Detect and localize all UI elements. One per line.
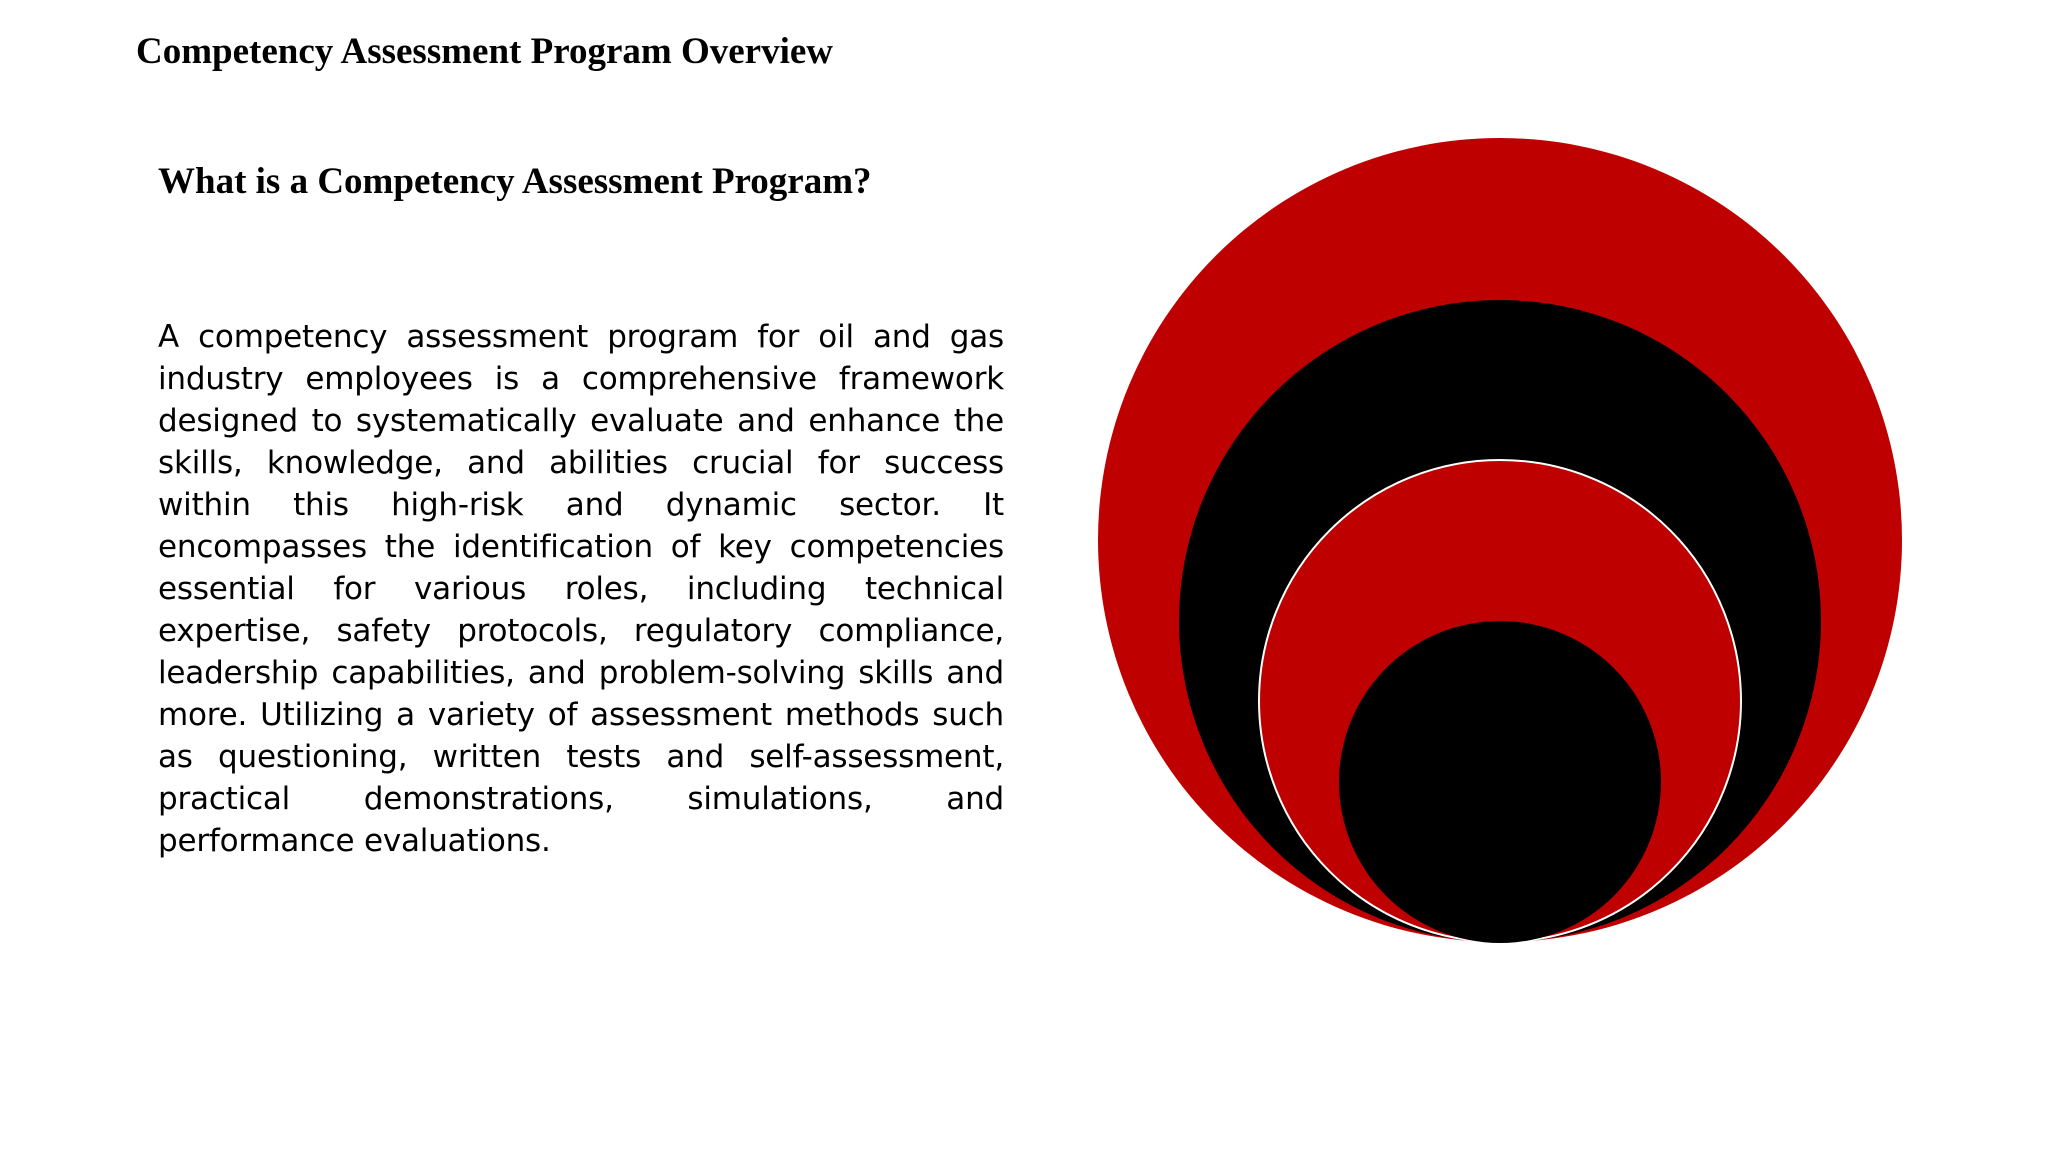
body-paragraph: A competency assessment program for oil and gas industry employees is a comprehensive framework designed to systematically evaluate and enhance the skills, knowledge, and abilities crucial for success within this high-risk and dynamic sector. It encompasses the identification of key competencies essential for various roles, including technical expertise, safety protocols, regulatory compliance, leadership capabilities, and problem-solving skills and more. Utilizing a variety of assessment methods such as questioning, written tests and self-assessment, practical demonstrations, simulations, and performance evaluations. (158, 319, 1004, 859)
nested-circles-diagram (1090, 130, 1910, 950)
section-heading: What is a Competency Assessment Program? (158, 161, 872, 202)
slide-title: Competency Assessment Program Overview (136, 31, 834, 72)
core-black-circle (1339, 621, 1661, 943)
